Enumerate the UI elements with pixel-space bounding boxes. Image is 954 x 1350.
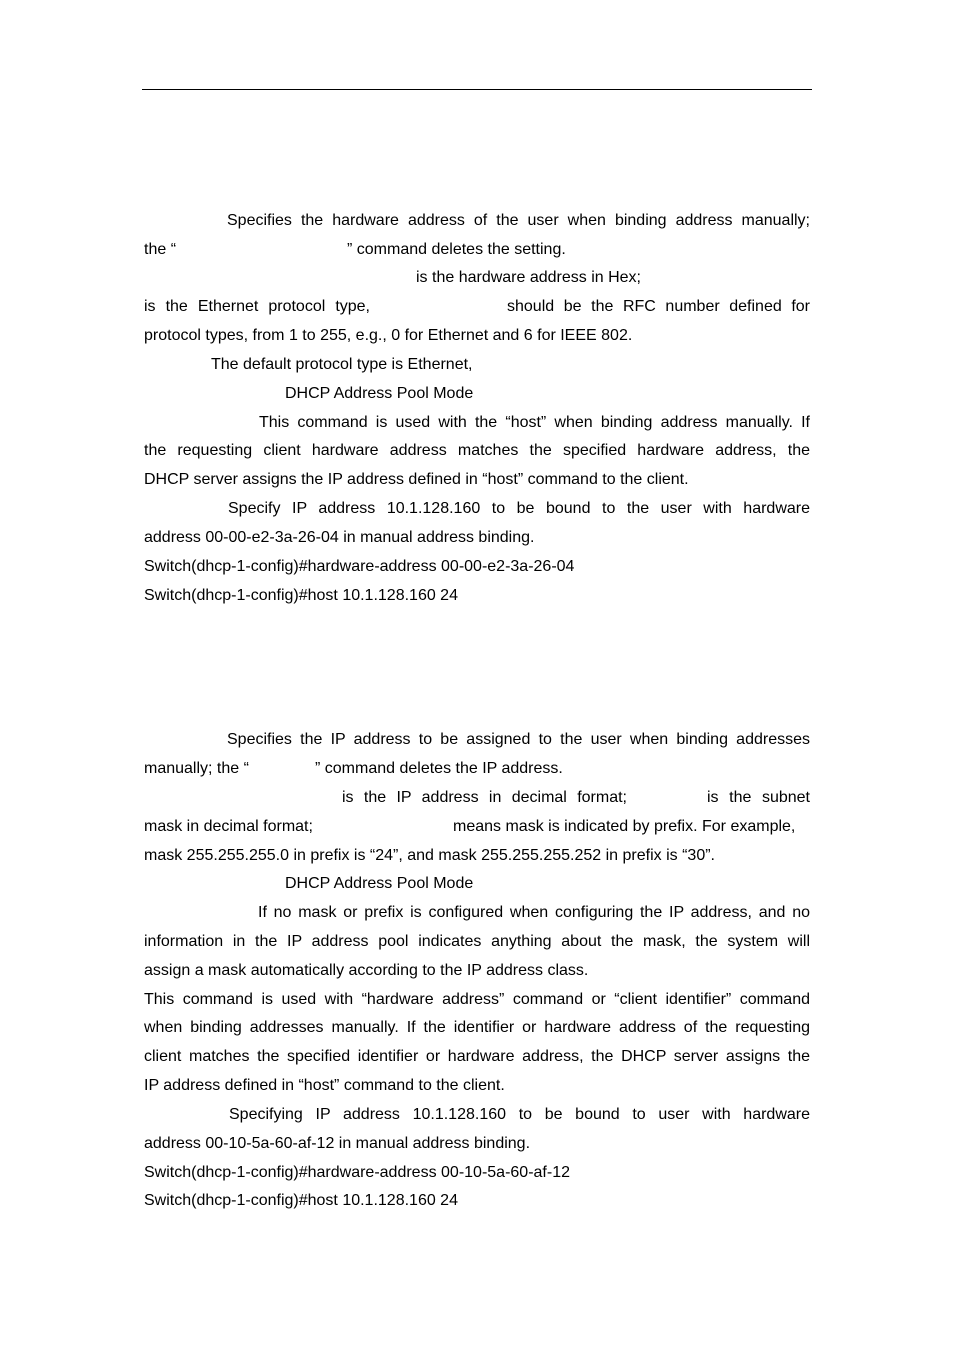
s2-parameter-line-1a: is the IP address in decimal format; <box>342 789 627 806</box>
s2-parameter-line-3: mask 255.255.255.0 in prefix is “24”, and mask 255.255.255.252 in prefix is “30”. <box>144 847 715 864</box>
s1-usage-line-2: the requesting client hardware address matches the specified hardware address, the <box>144 442 810 459</box>
s1-example-line-2: address 00-00-e2-3a-26-04 in manual address binding. <box>144 529 535 546</box>
s1-description-line-2b: ” command deletes the setting. <box>347 241 566 258</box>
s2-usage-line-4: This command is used with “hardware address” command or “client identifier” command <box>144 991 810 1008</box>
s2-usage-line-6: client matches the specified identifier or hardware address, the DHCP server assigns the <box>144 1048 810 1065</box>
s2-example-line-1: Specifying IP address 10.1.128.160 to be bound to user with hardware <box>229 1106 810 1123</box>
s1-parameter-line-2b: should be the RFC number defined for <box>507 298 810 315</box>
s1-parameter-line-1: is the hardware address in Hex; <box>416 269 641 286</box>
s2-example-command-1: Switch(dhcp-1-config)#hardware-address 00-10-5a-60-af-12 <box>144 1164 570 1181</box>
s1-parameter-line-2a: is the Ethernet protocol type, <box>144 298 370 315</box>
s2-usage-line-3: assign a mask automatically according to the IP address class. <box>144 962 589 979</box>
s2-parameter-line-1b: is the subnet <box>707 789 810 806</box>
s1-parameter-line-3: protocol types, from 1 to 255, e.g., 0 for Ethernet and 6 for IEEE 802. <box>144 327 633 344</box>
header-rule <box>142 89 812 90</box>
s1-example-command-1: Switch(dhcp-1-config)#hardware-address 00-00-e2-3a-26-04 <box>144 558 575 575</box>
s1-description-line-2a: the “ <box>144 241 177 258</box>
s1-default-text: The default protocol type is Ethernet, <box>211 356 473 373</box>
s2-parameter-line-2b: means mask is indicated by prefix. For example, <box>453 818 796 835</box>
s1-usage-line-1: This command is used with the “host” when binding address manually. If <box>259 414 810 431</box>
s2-description-line-1: Specifies the IP address to be assigned to the user when binding addresses <box>227 731 810 748</box>
s2-usage-line-7: IP address defined in “host” command to the client. <box>144 1077 505 1094</box>
s2-description-line-2b: ” command deletes the IP address. <box>315 760 563 777</box>
s2-usage-line-1: If no mask or prefix is configured when configuring the IP address, and no <box>258 904 810 921</box>
s2-usage-line-5: when binding addresses manually. If the identifier or hardware address of the requesting <box>144 1019 810 1036</box>
s2-parameter-line-2a: mask in decimal format; <box>144 818 313 835</box>
s2-usage-line-2: information in the IP address pool indicates anything about the mask, the system will <box>144 933 810 950</box>
s1-command-mode: DHCP Address Pool Mode <box>285 385 474 402</box>
s1-example-line-1: Specify IP address 10.1.128.160 to be bound to the user with hardware <box>228 500 810 517</box>
s2-description-line-2a: manually; the “ <box>144 760 249 777</box>
s1-description-line-1: Specifies the hardware address of the user when binding address manually; <box>227 212 810 229</box>
s2-command-mode: DHCP Address Pool Mode <box>285 875 474 892</box>
s2-example-line-2: address 00-10-5a-60-af-12 in manual address binding. <box>144 1135 531 1152</box>
s1-example-command-2: Switch(dhcp-1-config)#host 10.1.128.160 24 <box>144 587 458 604</box>
s1-usage-line-3: DHCP server assigns the IP address defined in “host” command to the client. <box>144 471 689 488</box>
s2-example-command-2: Switch(dhcp-1-config)#host 10.1.128.160 24 <box>144 1192 458 1209</box>
